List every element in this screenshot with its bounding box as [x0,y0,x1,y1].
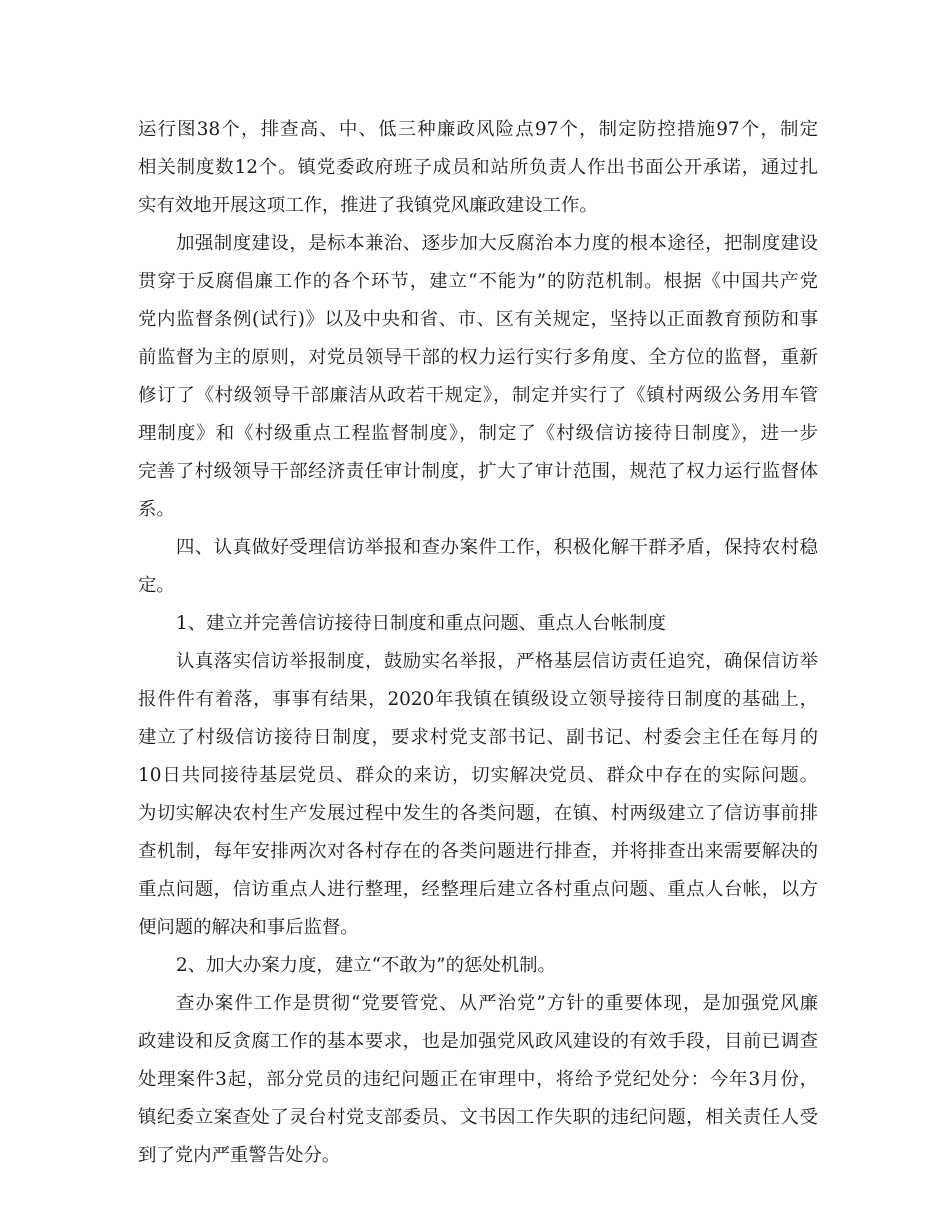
text-line: 修订了《村级领导干部廉洁从政若干规定》，制定并实行了《镇村两级公务用车管 [138,385,818,406]
text-line: 系。 [138,499,175,520]
text-line: 报件件有着落，事事有结果，2020年我镇在镇级设立领导接待日制度的基础上， [138,689,818,710]
text-line: 查办案件工作是贯彻“党要管党、从严治党”方针的重要体现，是加强党风廉 [176,993,818,1014]
text-line: 贯穿于反腐倡廉工作的各个环节，建立“不能为”的防范机制。根据《中国共产党 [138,271,818,292]
text-line: 镇纪委立案查处了灵台村党支部委员、文书因工作失职的违纪问题，相关责任人受 [138,1107,818,1128]
text-line: 实有效地开展这项工作，推进了我镇党风廉政建设工作。 [138,195,598,216]
text-line: 到了党内严重警告处分。 [138,1145,341,1166]
text-line: 四、认真做好受理信访举报和查办案件工作，积极化解干群矛盾，保持农村稳 [176,537,818,558]
text-line: 便问题的解决和事后监督。 [138,917,359,938]
text-line: 查机制，每年安排两次对各村存在的各类问题进行排查，并将排查出来需要解决的 [138,841,818,862]
section-heading: 2、加大办案力度，建立“不敢为”的惩处机制。 [176,955,556,976]
section-heading: 1、建立并完善信访接待日制度和重点问题、重点人台帐制度 [176,613,666,634]
text-line: 重点问题，信访重点人进行整理，经整理后建立各村重点问题、重点人台帐，以方 [138,879,818,900]
text-line: 政建设和反贪腐工作的基本要求，也是加强党风政风建设的有效手段，目前已调查 [138,1031,818,1052]
text-line: 为切实解决农村生产发展过程中发生的各类问题，在镇、村两级建立了信访事前排 [138,803,818,824]
text-line: 运行图38个，排查高、中、低三种廉政风险点97个，制定防控措施97个，制定 [138,119,818,140]
text-line: 加强制度建设，是标本兼治、逐步加大反腐治本力度的根本途径，把制度建设 [176,233,818,254]
text-line: 完善了村级领导干部经济责任审计制度，扩大了审计范围，规范了权力运行监督体 [138,461,818,482]
text-line: 理制度》和《村级重点工程监督制度》，制定了《村级信访接待日制度》，进一步 [138,423,818,444]
text-line: 定。 [138,575,175,596]
text-line: 相关制度数12个。镇党委政府班子成员和站所负责人作出书面公开承诺，通过扎 [138,157,818,178]
text-line: 党内监督条例(试行)》以及中央和省、市、区有关规定，坚持以正面教育预防和事 [138,309,818,330]
text-line: 认真落实信访举报制度，鼓励实名举报，严格基层信访责任追究，确保信访举 [176,651,818,672]
text-line: 10日共同接待基层党员、群众的来访，切实解决党员、群众中存在的实际问题。 [138,765,818,786]
text-line: 处理案件3起，部分党员的违纪问题正在审理中，将给予党纪处分：今年3月份， [138,1069,818,1090]
text-line: 前监督为主的原则，对党员领导干部的权力运行实行多角度、全方位的监督，重新 [138,347,818,368]
text-line: 建立了村级信访接待日制度，要求村党支部书记、副书记、村委会主任在每月的 [138,727,818,748]
